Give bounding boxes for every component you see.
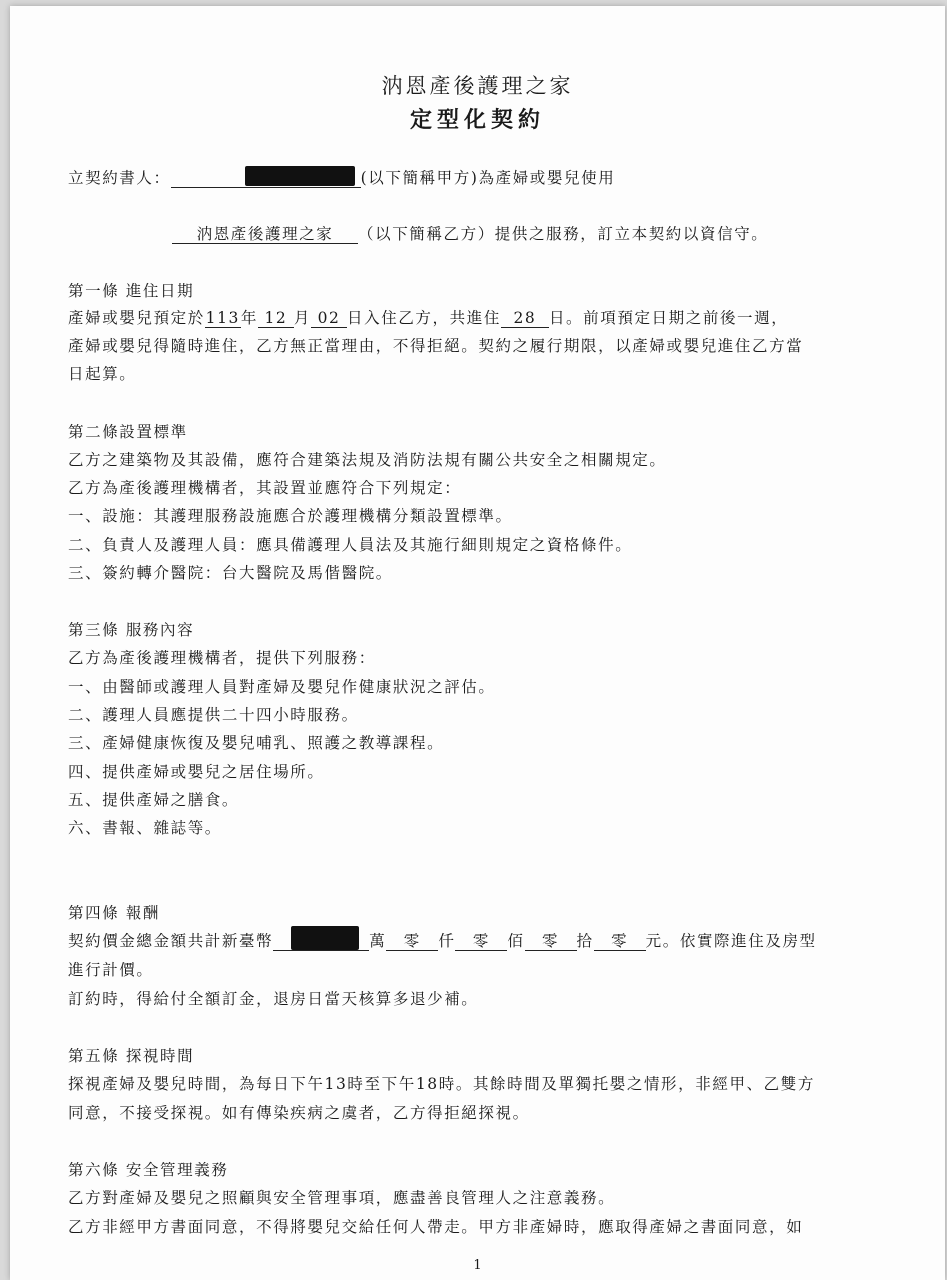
article-3-line: 一、由醫師或護理人員對產婦及嬰兒作健康狀況之評估。 (68, 678, 496, 696)
signer-name-field (171, 169, 361, 188)
unit-label: 萬 (369, 932, 387, 950)
article-5-line: 探視產婦及嬰兒時間，為每日下午13時至下午18時。其餘時間及單獨托嬰之情形，非經甲、乙雙方 (68, 1075, 815, 1093)
article-2-line: 乙方為產後護理機構者，其設置並應符合下列規定： (68, 479, 462, 497)
article-6-line: 乙方非經甲方書面同意，不得將嬰兒交給任何人帶走。甲方非產婦時，應取得產婦之書面同意，如 (68, 1218, 804, 1236)
article-3-line: 乙方為產後護理機構者，提供下列服務： (68, 649, 376, 667)
provider-name: 汭恩產後護理之家 (172, 225, 358, 244)
article-2-line: 乙方之建築物及其設備，應符合建築法規及消防法規有關公共安全之相關規定。 (68, 451, 667, 469)
article-3-line: 五、提供產婦之膳食。 (68, 791, 240, 809)
article-4-line-2: 進行計價。 (68, 961, 154, 979)
text-fragment: 產婦或嬰兒預定於 (68, 309, 205, 327)
article-6-line: 乙方對產婦及嬰兒之照顧與安全管理事項，應盡善良管理人之注意義務。 (68, 1189, 616, 1207)
article-4-line-1 (68, 931, 817, 951)
text-fragment: 年 (240, 309, 258, 327)
article-5-heading: 第五條 探視時間 (68, 1047, 195, 1065)
preamble-line-1 (68, 168, 615, 188)
amount-wan-field (273, 932, 369, 951)
signer-label: 立契約書人： (68, 169, 171, 187)
text-fragment: 月 (293, 309, 312, 327)
article-3-line: 三、產婦健康恢復及嬰兒哺乳、照護之教導課程。 (68, 734, 445, 752)
article-1-line-3: 日起算。 (68, 365, 137, 383)
checkin-year: 113 (205, 309, 240, 327)
unit-label: 元。依實際進住及房型 (645, 932, 817, 950)
article-2-line: 三、簽約轉介醫院：台大醫院及馬偕醫院。 (68, 564, 393, 582)
amount-qian: 零 (386, 932, 438, 951)
article-1-line-2: 產婦或嬰兒得隨時進住，乙方無正當理由，不得拒絕。契約之履行期限，以產婦或嬰兒進住乙方當 (68, 337, 804, 355)
provider-note: （以下簡稱乙方）提供之服務，訂立本契約以資信守。 (358, 225, 769, 243)
unit-label: 仟 (438, 932, 456, 950)
article-1-line-1 (68, 308, 788, 328)
article-3-line: 四、提供產婦或嬰兒之居住場所。 (68, 763, 325, 781)
article-6-heading: 第六條 安全管理義務 (68, 1161, 229, 1179)
stay-days: 28 (501, 309, 549, 328)
checkin-month: 12 (258, 309, 294, 328)
unit-label: 佰 (507, 932, 525, 950)
text-fragment: 日入住乙方，共進住 (347, 309, 501, 327)
page-number: 1 (473, 1258, 482, 1273)
document-page (10, 6, 945, 1280)
article-2-line: 二、負責人及護理人員：應具備護理人員法及其施行細則規定之資格條件。 (68, 536, 633, 554)
article-3-line: 二、護理人員應提供二十四小時服務。 (68, 706, 359, 724)
preamble-line-2 (172, 224, 768, 244)
text-fragment: 契約價金總金額共計新臺幣 (68, 932, 274, 950)
article-2-line: 一、設施：其護理服務設施應合於護理機構分類設置標準。 (68, 507, 513, 525)
article-3-heading: 第三條 服務內容 (68, 621, 195, 639)
amount-bai: 零 (455, 932, 507, 951)
article-4-heading: 第四條 報酬 (68, 904, 161, 922)
signer-note: (以下簡稱甲方)為產婦或嬰兒使用 (360, 169, 616, 187)
document-title: 汭恩產後護理之家 (381, 74, 574, 98)
article-3-line: 六、書報、雜誌等。 (68, 819, 222, 837)
unit-label: 拾 (576, 932, 594, 950)
amount-shi: 零 (525, 932, 577, 951)
redaction-mark (291, 926, 359, 950)
redaction-mark (245, 166, 355, 186)
article-4-line-3: 訂約時，得給付全額訂金，退房日當天核算多退少補。 (68, 990, 479, 1008)
article-5-line: 同意，不接受探視。如有傳染疾病之虞者，乙方得拒絕探視。 (68, 1104, 530, 1122)
text-fragment: 日。前項預定日期之前後一週， (548, 309, 789, 327)
amount-yuan: 零 (594, 932, 646, 951)
document-subtitle: 定型化契約 (409, 107, 545, 133)
article-2-heading: 第二條設置標準 (68, 423, 188, 441)
article-1-heading: 第一條 進住日期 (68, 282, 195, 300)
checkin-day: 02 (311, 309, 347, 328)
